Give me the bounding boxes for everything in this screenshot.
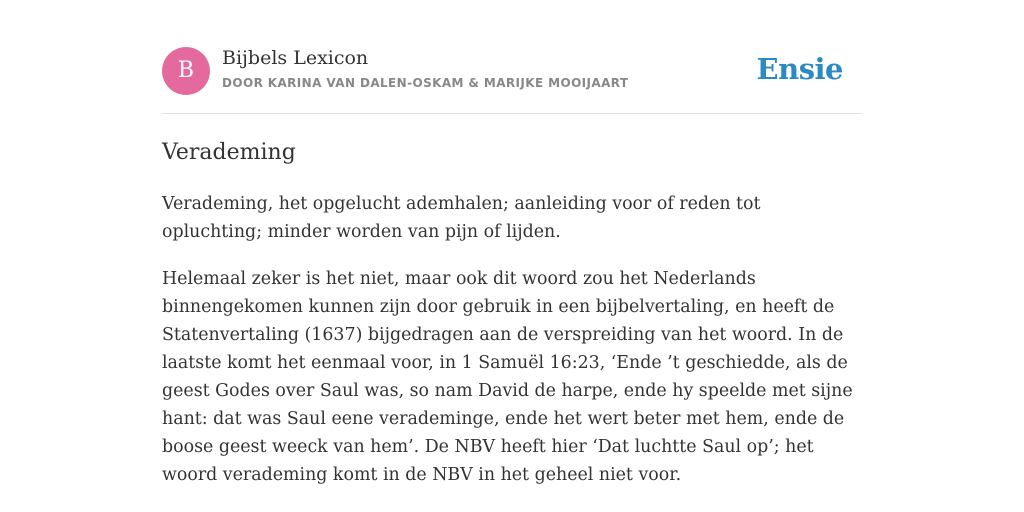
entry-explanation: Helemaal zeker is het niet, maar ook dit woord zou het Nederlands binnengekomen kunnen zijn door gebruik in een bijbelvertaling, en heeft de Statenvertaling (1637) bijgedragen aan de verspreiding van het woord. In de laatste komt het eenmaal voor, in 1 Samuël 16:23, ‘Ende ’t geschiedde, als de geest Godes over Saul was, so nam David de harpe, ende hy speelde met sijne hant: dat was Saul eene verademinge, ende het wert beter met hem, ende de boose geest weeck van hem’. De NBV heeft hier ‘Dat luchtte Saul op’; het woord verademing komt in de NBV in het geheel niet voor. — [162, 269, 853, 485]
entry-title: Verademing — [162, 140, 296, 165]
source-header — [162, 46, 862, 114]
entry-definition: Verademing, het opgelucht ademhalen; aanleiding voor of reden tot opluchting; minder worden van pijn of lijden. — [162, 194, 761, 242]
source-title-link[interactable]: Bijbels Lexicon — [222, 47, 369, 69]
entry-content — [162, 138, 862, 489]
source-avatar[interactable]: B — [162, 47, 210, 95]
source-authors: DOOR KARINA VAN DALEN-OSKAM & MARIJKE MOOIJAART — [222, 76, 629, 90]
ensie-logo[interactable]: Ensie — [756, 52, 843, 86]
